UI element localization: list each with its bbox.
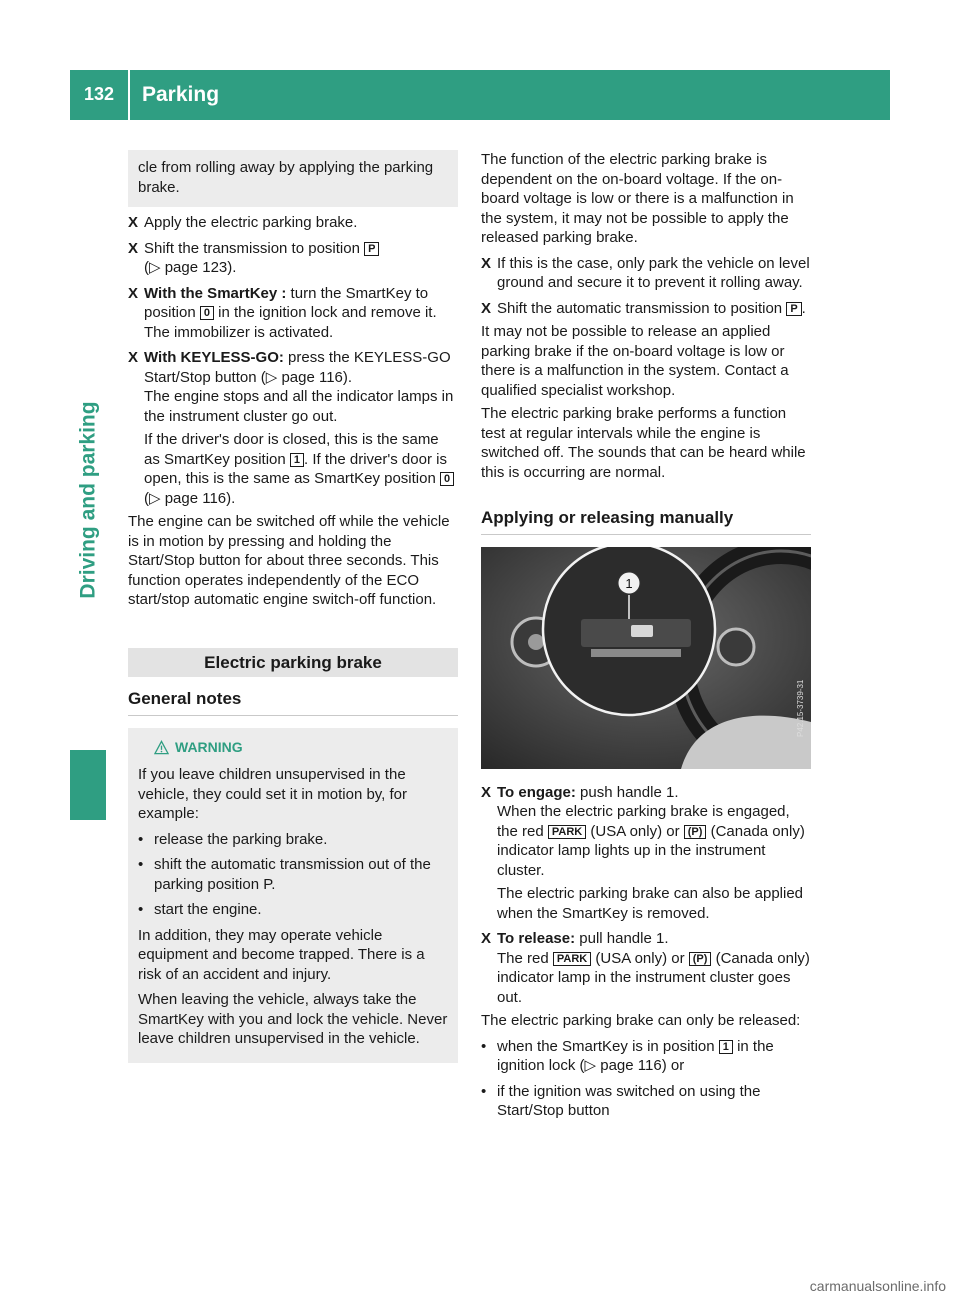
park-lamp-icon: PARK xyxy=(548,825,586,839)
step-marker-icon: X xyxy=(128,284,139,302)
key-position-1-icon: 1 xyxy=(719,1040,733,1054)
voltage-paragraph: The function of the electric parking brake is dependent on the on-board voltage. If the on-board voltage is low or there is a malfunction in the system, it may not be possible to apply the released parking brake. xyxy=(481,151,794,246)
warning-intro: If you leave children unsupervised in the vehicle, they could set it in motion by, for example: xyxy=(138,766,408,822)
list-item: • start the engine. xyxy=(138,901,262,918)
step-shift-position: X Shift the transmission to position P (▷ page 123). xyxy=(128,239,458,278)
bullet-icon: • xyxy=(481,1082,487,1100)
page-reference: (▷ page 123). xyxy=(144,259,237,276)
warning-paragraph: In addition, they may operate vehicle equipment and become trapped. There is a risk of an accident and injury. xyxy=(138,926,425,983)
warning-box xyxy=(128,728,458,1063)
callout-1-icon: 1 xyxy=(665,783,675,801)
brake-lamp-icon: (P) xyxy=(689,952,712,966)
key-position-0-icon: 0 xyxy=(200,306,214,320)
header-divider xyxy=(128,70,130,120)
dashboard-illustration xyxy=(481,547,811,769)
step-engage: X To engage: push handle 1. When the electric parking brake is engaged, the red PARK (USA only) or (P) (Canada only) indicator lamp lights up in the instrument cluster. The electric parking brake can also be applied when the SmartKey is removed. xyxy=(481,783,811,924)
side-tab-label: Driving and parking xyxy=(76,401,100,599)
bullet-icon: • xyxy=(138,830,144,848)
step-marker-icon: X xyxy=(128,349,139,366)
step-marker-icon: X xyxy=(128,239,139,257)
step-marker-icon: X xyxy=(481,930,492,947)
list-item: • release the parking brake. xyxy=(138,830,328,848)
page-number: 132 xyxy=(83,84,115,105)
bullet-icon: • xyxy=(481,1037,487,1055)
park-lamp-icon: PARK xyxy=(553,952,591,966)
bullet-icon: • xyxy=(138,856,144,873)
step-apply-brake: X Apply the electric parking brake. xyxy=(128,214,358,231)
dashboard-photo xyxy=(481,547,811,769)
page-header xyxy=(70,70,890,120)
brake-lamp-icon: (P) xyxy=(684,825,707,839)
side-tab-marker xyxy=(70,750,106,820)
side-tab xyxy=(68,300,108,700)
intro-text: cle from rolling away by applying the parking brake. xyxy=(138,159,434,196)
step-marker-icon: X xyxy=(481,783,492,801)
warning-title: WARNING xyxy=(138,738,448,758)
gear-p-icon: P xyxy=(786,302,801,316)
step-park-level: X If this is the case, only park the vehicle on level ground and secure it to prevent it rolling away. xyxy=(481,254,810,291)
sub-heading: General notes xyxy=(128,677,458,716)
step-shift-automatic: X Shift the automatic transmission to position P . xyxy=(481,299,806,317)
step-marker-icon: X xyxy=(481,254,492,272)
photo-code: P42.15-3739-31 xyxy=(796,679,805,737)
engine-paragraph: The engine can be switched off while the vehicle is in motion by pressing and holding the Start/Stop button for about three seconds. This function operates independently of the ECO start/stop automatic engine switch-off function. xyxy=(128,513,450,608)
step-marker-icon: X xyxy=(481,299,492,317)
photo-callout: 1 xyxy=(625,575,633,591)
page-title: Parking xyxy=(142,83,220,107)
list-item: • if the ignition was switched on using the Start/Stop button xyxy=(481,1082,761,1119)
warning-triangle-icon xyxy=(154,740,169,755)
step-keyless-go: X With KEYLESS-GO: press the KEYLESS-GO Start/Stop button (▷ page 116). The engine stops and all the indicator lamps in the instrument cluster go out. If the driver's door is closed, this is the same as SmartKey position 1 . If the driver's door is open, this is the same as SmartKey position 0 (▷ page 116). xyxy=(128,348,458,508)
section-heading: Electric parking brake xyxy=(128,648,458,678)
footer-watermark[interactable]: carmanualsonline.info xyxy=(809,1277,946,1294)
release-paragraph: It may not be possible to release an applied parking brake if the on-board voltage is low or there is a malfunction in the system. Contact a qualified specialist workshop. xyxy=(481,323,789,399)
engage-note: The electric parking brake can also be applied when the SmartKey is removed. xyxy=(497,885,804,922)
callout-1-icon: 1 xyxy=(656,930,665,947)
key-position-0-icon: 0 xyxy=(440,472,454,486)
intro-box xyxy=(128,150,458,207)
step-smartkey: X With the SmartKey : turn the SmartKey to position 0 in the ignition lock and remove it. The immobilizer is activated. xyxy=(128,284,437,341)
list-item: • shift the automatic transmission out of the parking position P. xyxy=(138,856,431,893)
right-column xyxy=(481,150,811,1121)
step-marker-icon: X xyxy=(128,214,139,231)
left-column xyxy=(128,150,458,1063)
function-test-paragraph: The electric parking brake performs a function test at regular intervals while the engine is switched off. The sounds that can be heard while this is occurring are normal. xyxy=(481,405,806,481)
keyless-note: If the driver's door is closed, this is the same as SmartKey position 1 . If the driver's door is open, this is the same as SmartKey position 0 (▷ page 116). xyxy=(144,430,458,508)
warning-paragraph: When leaving the vehicle, always take the SmartKey with you and lock the vehicle. Never leave children unsupervised in the vehicle. xyxy=(138,991,448,1047)
release-only-paragraph: The electric parking brake can only be released: xyxy=(481,1012,801,1029)
sub-heading: Applying or releasing manually xyxy=(481,496,811,535)
list-item: • when the SmartKey is in position 1 in the ignition lock (▷ page 116) or xyxy=(481,1037,774,1074)
gear-p-icon: P xyxy=(364,242,379,256)
bullet-icon: • xyxy=(138,901,144,918)
key-position-1-icon: 1 xyxy=(290,453,304,467)
step-release: X To release: pull handle 1. The red PARK (USA only) or (P) (Canada only) indicator lamp in the instrument cluster goes out. xyxy=(481,930,810,1006)
